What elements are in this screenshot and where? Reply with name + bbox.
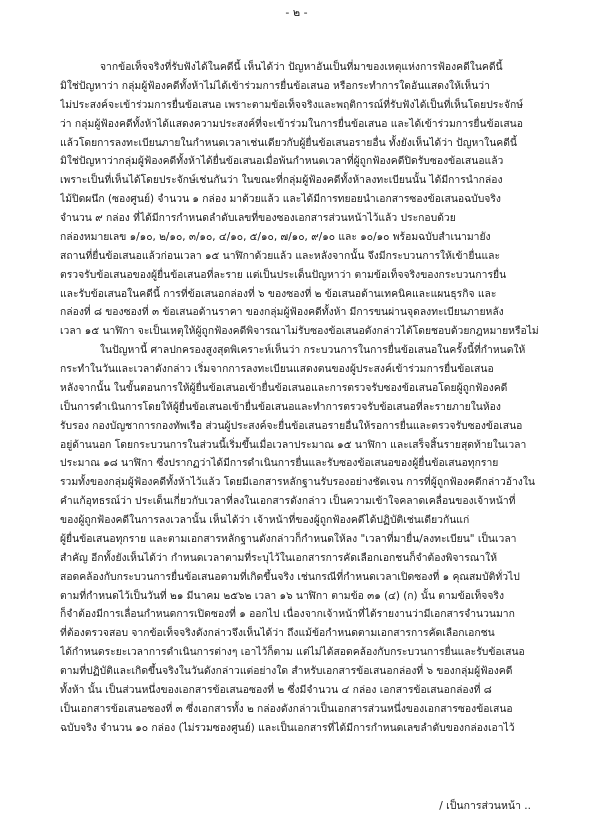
text-line: จำนวน ๙ กล่อง ที่ได้มีการกำหนดลำดับเลขที่ของซองเอกสารส่วนหน้าไว้แล้ว ประกอบด้วย xyxy=(60,212,456,224)
text-line: เป็นการดำเนินการโดยให้ผู้ยื่นข้อเสนอเข้ายื่นข้อเสนอและทำการตรวจรับข้อเสนอที่ละรายภายในห้อง xyxy=(60,400,501,413)
text-line: สอดคล้องกับกระบวนการยื่นข้อเสนอตามที่เกิดขึ้นจริง เช่นกรณีที่กำหนดเวลาเปิดซองที่ ๑ คุณสมบัติทั่วไป xyxy=(60,570,520,583)
text-line: และรับข้อเสนอในคดีนี้ การที่ข้อเสนอกล่องที่ ๖ ของซองที่ ๒ ข้อเสนอด้านเทคนิคและแผนธุรกิจ และ xyxy=(60,287,497,300)
text-line: ที่ต้องตรวจสอบ จากข้อเท็จจริงดังกล่าวจึงเห็นได้ว่า ถึงแม้ข้อกำหนดตามเอกสารการคัดเลือกเอกชน xyxy=(60,627,495,640)
text-line: ตามที่กำหนดไว้เป็นวันที่ ๒๑ มีนาคม ๒๕๖๒ เวลา ๑๖ นาฬิกา ตามข้อ ๓๑ (๔) (ก) นั้น ตามข้อเท็จจริง xyxy=(60,589,505,602)
text-line: ของผู้ถูกฟ้องคดีในการลงเวลานั้น เห็นได้ว่า เจ้าหน้าที่ของผู้ถูกฟ้องคดีได้ปฏิบัติเช่นเดียวกันแก่ xyxy=(60,514,470,526)
text-line: กล่องหมายเลข ๑/๑๐, ๒/๑๐, ๓/๑๐, ๔/๑๐, ๕/๑๐, ๗/๑๐, ๙/๑๐ และ ๑๐/๑๐ พร้อมฉบับสำเนามายัง xyxy=(60,230,491,243)
text-line: มิใช่ปัญหาว่า กลุ่มผู้ฟ้องคดีทั้งห้าไม่ได้เข้าร่วมการยื่นข้อเสนอ หรือกระทำการใดอันแสดงให้เห็นว่า xyxy=(60,79,490,92)
text-line: สำคัญ อีกทั้งยังเห็นได้ว่า กำหนดเวลาตามที่ระบุไว้ในเอกสารการคัดเลือกเอกชนก็จำต้องพิจารณาให้ xyxy=(60,551,498,564)
text-line: เพราะเป็นที่เห็นได้โดยประจักษ์เช่นกันว่า ในขณะที่กลุ่มผู้ฟ้องคดีทั้งห้าลงทะเบียนนั้น ได้มีการนำกล่อง xyxy=(60,174,503,187)
text-line: แล้วโดยการลงทะเบียนภายในกำหนดเวลาเช่นเดียวกับผู้ยื่นข้อเสนอรายอื่น ทั้งยังเห็นได้ว่า ปัญหาในคดีนี้ xyxy=(60,136,517,149)
text-line: คำแก้อุทธรณ์ว่า ประเด็นเกี่ยวกับเวลาที่ลงในเอกสารดังกล่าว เป็นความเข้าใจคลาดเคลื่อนของเจ้าหน้าที่ xyxy=(60,495,516,508)
text-line: ไม่ประสงค์จะเข้าร่วมการยื่นข้อเสนอ เพราะตามข้อเท็จจริงและพฤติการณ์ที่รับฟังได้เป็นที่เห็นโดยประจักษ์ xyxy=(60,98,524,111)
text-line: ได้กำหนดระยะเวลาการดำเนินการต่างๆ เอาไว้ก็ตาม แต่ไม่ได้สอดคล้องกับกระบวนการยื่นและรับข้อเสนอ xyxy=(60,646,525,659)
text-line: กระทำในวันและเวลาดังกล่าว เริ่มจากการลงทะเบียนแสดงตนของผู้ประสงค์เข้าร่วมการยื่นข้อเสนอ xyxy=(60,363,494,375)
text-line: รับรอง กองบัญชาการกองทัพเรือ ส่วนผู้ประสงค์จะยื่นข้อเสนอรายอื่นให้รอการยื่นและตรวจรับซองข้อเสนอ xyxy=(60,419,523,432)
text-line: ประมาณ ๑๘ นาฬิกา ซึ่งปรากฏว่าได้มีการดำเนินการยื่นและรับซองข้อเสนอของผู้ยื่นข้อเสนอทุกราย xyxy=(60,457,499,470)
body-text xyxy=(60,58,552,738)
text-line: เป็นเอกสารข้อเสนอซองที่ ๓ ซึ่งเอกสารทั้ง ๒ กล่องดังกล่าวเป็นเอกสารส่วนหนึ่งของเอกสารซองข้อเสนอ xyxy=(60,702,513,715)
text-line: มิใช่ปัญหาว่ากลุ่มผู้ฟ้องคดีทั้งห้าได้ยื่นข้อเสนอเมื่อพ้นกำหนดเวลาที่ผู้ถูกฟ้องคดีปิดรับซองข้อเสนอแล้ว xyxy=(60,155,504,168)
text-line: ตามที่ปฏิบัติและเกิดขึ้นจริงในวันดังกล่าวแต่อย่างใด สำหรับเอกสารข้อเสนอกล่องที่ ๖ ของกลุ่มผู้ฟ้องคดี xyxy=(60,665,513,677)
text-line: กล่องที่ ๘ ของซองที่ ๓ ข้อเสนอด้านราคา ของกลุ่มผู้ฟ้องคดีทั้งห้า มีการขนผ่านจุดลงทะเบียนภายหลัง xyxy=(60,306,504,319)
text-line: ฉบับจริง จำนวน ๑๐ กล่อง (ไม่รวมซองศูนย์) และเป็นเอกสารที่ได้มีการกำหนดเลขลำดับของกล่องเอาไว้ xyxy=(60,721,515,734)
text-line: รวมทั้งของกลุ่มผู้ฟ้องคดีทั้งห้าไว้แล้ว โดยมีเอกสารหลักฐานรับรองอย่างชัดเจน การที่ผู้ถูกฟ้องคดีกล่าวอ้างใน xyxy=(60,476,535,489)
page-number: - ๒ - xyxy=(285,6,308,19)
text-line: สถานที่ยื่นข้อเสนอแล้วก่อนเวลา ๑๕ นาฬิกาด้วยแล้ว และหลังจากนั้น จึงมีกระบวนการให้เข้ายื่นและ xyxy=(60,249,501,262)
continuation-note: / เป็นการส่วนหน้า .. xyxy=(439,800,531,812)
text-line: อยู่ด้านนอก โดยกระบวนการในส่วนนี้เริ่มขึ้นเมื่อเวลาประมาณ ๑๕ นาฬิกา และเสร็จสิ้นรายสุดท้ายในเวลา xyxy=(60,438,527,451)
text-line: ในปัญหานี้ ศาลปกครองสูงสุดพิเคราะห์เห็นว่า กระบวนการในการยื่นข้อเสนอในครั้งนี้ที่กำหนดให้ xyxy=(100,344,526,357)
text-line: ทั้งห้า นั้น เป็นส่วนหนึ่งของเอกสารข้อเสนอซองที่ ๒ ซึ่งมีจำนวน ๔ กล่อง เอกสารข้อเสนอกล่องที่ ๘ xyxy=(60,683,492,696)
text-line: เวลา ๑๕ นาฬิกา จะเป็นเหตุให้ผู้ถูกฟ้องคดีพิจารณาไม่รับซองข้อเสนอดังกล่าวได้โดยชอบด้วยกฎหมายหรือไม่ xyxy=(60,325,539,338)
text-line: ก็จำต้องมีการเลื่อนกำหนดการเปิดซองที่ ๑ ออกไป เนื่องจากเจ้าหน้าที่ได้รายงานว่ามีเอกสารจำนวนมาก xyxy=(60,608,515,621)
text-line: ไม้ปิดผนึก (ซองศูนย์) จำนวน ๑ กล่อง มาด้วยแล้ว และได้มีการทยอยนำเอกสารซองข้อเสนอฉบับจริง xyxy=(60,193,501,206)
text-line: ว่า กลุ่มผู้ฟ้องคดีทั้งห้าได้แสดงความประสงค์ที่จะเข้าร่วมในการยื่นข้อเสนอ และได้เข้าร่วมการยื่นข้อเสนอ xyxy=(60,117,523,130)
text-line: หลังจากนั้น ในขั้นตอนการให้ผู้ยื่นข้อเสนอเข้ายื่นข้อเสนอและการตรวจรับซองข้อเสนอโดยผู้ถูกฟ้องคดี xyxy=(60,381,508,394)
text-line: จากข้อเท็จจริงที่รับฟังได้ในคดีนี้ เห็นได้ว่า ปัญหาอันเป็นที่มาของเหตุแห่งการฟ้องคดีในคดีนี้ xyxy=(100,61,503,73)
text-line: ผู้ยื่นข้อเสนอทุกราย และตามเอกสารหลักฐานดังกล่าวก็กำหนดให้ลง "เวลาที่มายื่น/ลงทะเบียน" เป็นเวลา xyxy=(60,532,517,545)
text-line: ตรวจรับข้อเสนอของผู้ยื่นข้อเสนอที่ละราย แต่เป็นประเด็นปัญหาว่า ตามข้อเท็จจริงของกระบวนการยื่น xyxy=(60,268,507,281)
